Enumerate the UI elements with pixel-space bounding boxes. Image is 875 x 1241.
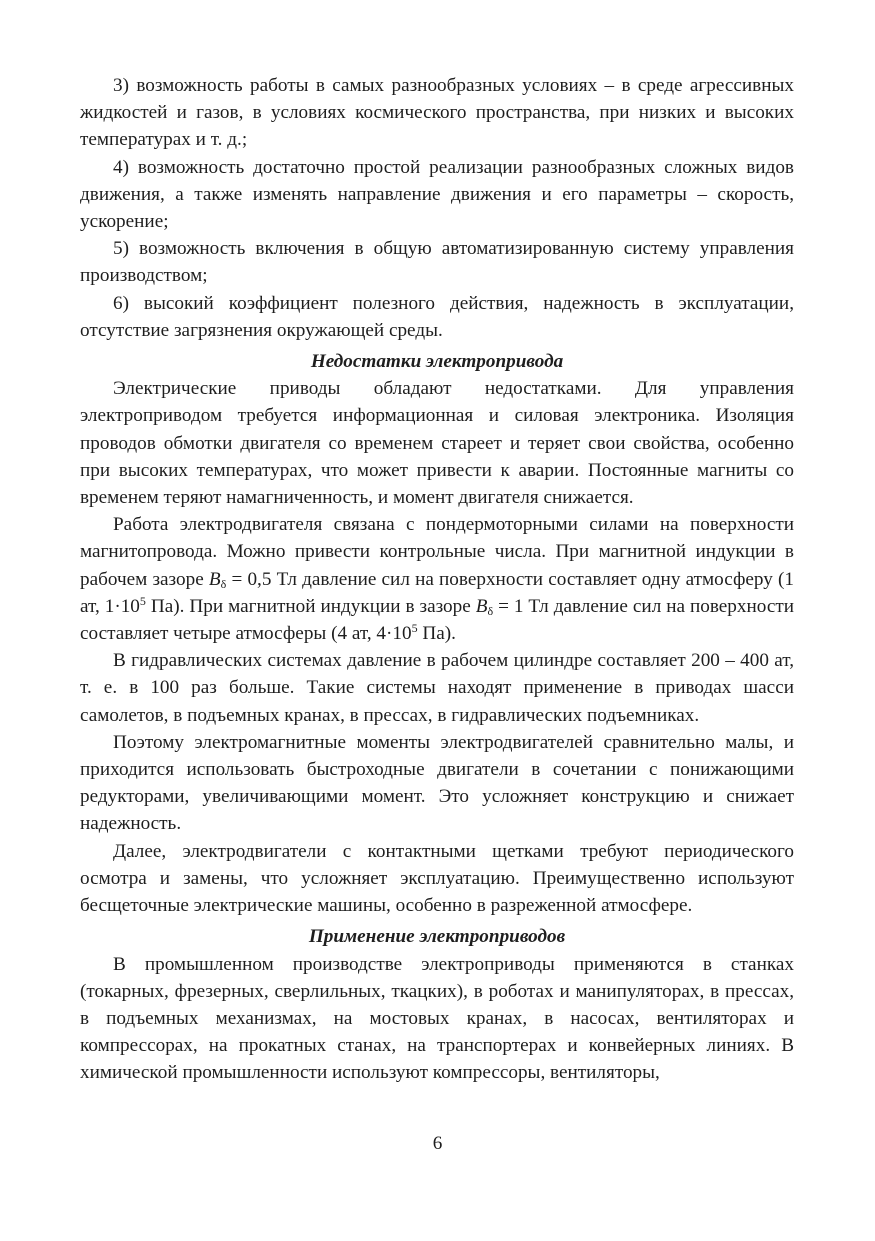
- paragraph-electromagnetic-moments: Поэтому электромагнитные моменты электродвигателей сравнительно малы, и приходится использовать быстроходные двигатели в сочетании с понижающими редукторами, увеличивающими момент. Это усложняет конструкцию и снижает надежность.: [80, 731, 794, 835]
- exponent: 5: [139, 593, 146, 608]
- list-item-4: 4) возможность достаточно простой реализации разнообразных сложных видов движения, а также изменять направление движения и его параметры – скорость, ускорение;: [80, 156, 794, 233]
- paragraph-hydraulic-systems: В гидравлических системах давление в рабочем цилиндре составляет 200 – 400 ат, т. е. в 100 раз больше. Такие системы находят применение в приводах шасси самолетов, в подъемных кранах, в прессах, в гидравлических подъемниках.: [80, 650, 794, 726]
- paragraph-drawbacks-intro: Электрические приводы обладают недостатками. Для управления электроприводом требуется информационная и силовая электроника. Изоляция проводов обмотки двигателя со временем стареет и теряет свои свойства, особенно при высоких температурах, что может привести к аварии. Постоянные магниты со временем теряют намагниченность, и момент двигателя снижается.: [80, 378, 794, 509]
- text-run: Па). При магнитной индукции в зазоре: [145, 595, 476, 617]
- page-number: 6: [432, 1133, 443, 1154]
- paragraph-ponderomotive-forces: [80, 511, 794, 647]
- paragraph-applications: В промышленном производстве электроприводы применяются в станках (токарных, фрезерных, сверлильных, ткацких), в роботах и манипуляторах, в прессах, в подъемных механизмах, на мостовых кранах, в насосах, вентиляторах и компрессорах, на прокатных станах, на транспортерах и конвейерных линиях. В химической промышленности используют компрессоры, вентиляторы,: [80, 953, 794, 1084]
- document-page: [80, 72, 794, 1087]
- exponent: 5: [411, 621, 418, 636]
- text-run: Работа электродвигателя связана с пондермоторными силами на поверхности магнитопровода. Можно привести контрольные числа. При магнитной индукции в рабочем зазоре: [80, 514, 794, 590]
- section-heading-applications: Применение электроприводов: [308, 926, 566, 948]
- list-item-6: 6) высокий коэффициент полезного действия, надежность в эксплуатации, отсутствие загрязнения окружающей среды.: [80, 292, 794, 341]
- section-heading-drawbacks: Недостатки электропривода: [310, 351, 564, 373]
- text-run: = 0,5 Тл давление сил на поверхности составляет одну атмосферу (1 ат, 1·10: [80, 568, 795, 617]
- paragraph-brushes: Далее, электродвигатели с контактными щетками требуют периодического осмотра и замены, что усложняет эксплуатацию. Преимущественно используют бесщеточные электрические машины, особенно в разреженной атмосфере.: [80, 840, 794, 917]
- symbol-b-delta: $B_\delta$: [475, 595, 494, 618]
- list-item-3: 3) возможность работы в самых разнообразных условиях – в среде агрессивных жидкостей и газов, в условиях космического пространства, при низких и высоких температурах и т. д.;: [80, 75, 794, 151]
- symbol-b-delta: $B_\delta$: [208, 568, 227, 591]
- list-item-5: 5) возможность включения в общую автоматизированную систему управления производством;: [80, 238, 794, 287]
- text-run: = 1 Тл давление сил на поверхности составляет четыре атмосферы (4 ат, 4·10: [80, 595, 794, 645]
- text-run: Па).: [417, 623, 456, 645]
